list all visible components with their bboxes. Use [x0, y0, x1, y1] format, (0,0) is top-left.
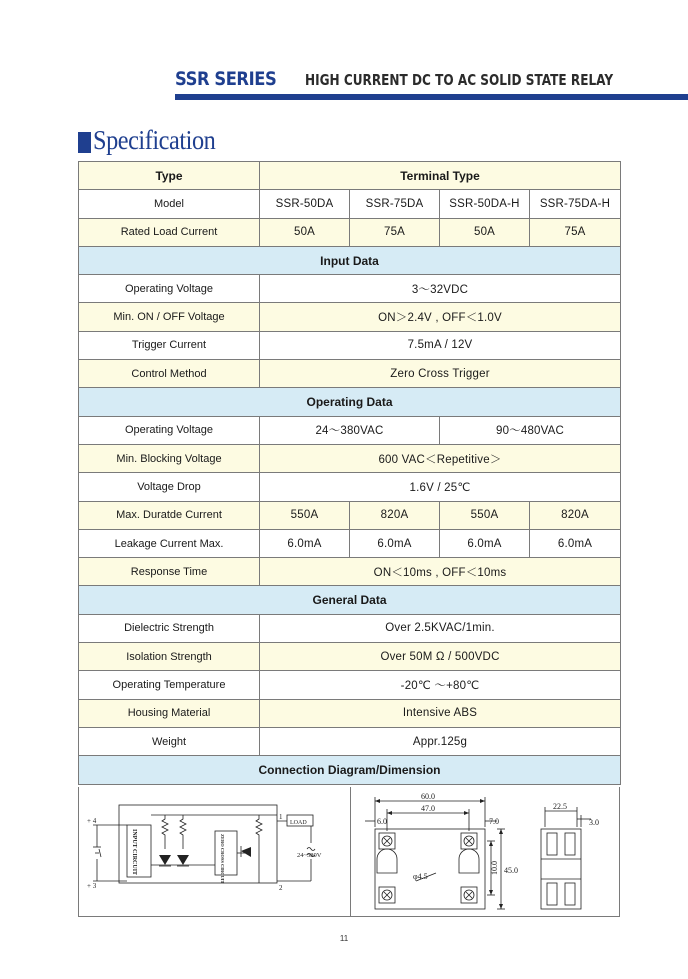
table-row	[79, 614, 621, 642]
dimension-drawing	[351, 787, 621, 917]
value-cell: 6.0mA	[530, 529, 621, 557]
hole-diameter-label: φ4.5	[413, 872, 428, 881]
connection-diagram	[79, 787, 350, 917]
value-cell: 600 VAC＜Repetitive＞	[260, 444, 621, 472]
model-cell: SSR-75DA	[350, 190, 440, 218]
page-header	[175, 68, 614, 94]
row-label: Leakage Current Max.	[79, 529, 260, 557]
table-row	[79, 416, 621, 444]
table-row	[79, 162, 621, 190]
section-title: Specification	[93, 124, 216, 155]
zero-cross-label: ZERO CROSS CIRCUIT	[220, 834, 225, 884]
input-data-header: Input Data	[79, 246, 621, 274]
value-cell: Intensive ABS	[260, 699, 621, 727]
table-row	[79, 699, 621, 727]
row-label: Operating Voltage	[79, 275, 260, 303]
dim-10-label: 10.0	[490, 861, 499, 875]
value-cell: 820A	[530, 501, 621, 529]
value-cell: ON＜10ms , OFF＜10ms	[260, 558, 621, 586]
dim-3-label: 3.0	[589, 818, 599, 827]
table-row	[79, 501, 621, 529]
table-row	[79, 190, 621, 218]
value-cell: -20℃ ～+80℃	[260, 671, 621, 699]
value-cell: 75A	[350, 218, 440, 246]
table-row	[79, 360, 621, 388]
value-cell: 24～380VAC	[260, 416, 440, 444]
pin-1-label: 1	[279, 813, 283, 821]
table-row	[79, 671, 621, 699]
row-label: Housing Material	[79, 699, 260, 727]
series-title: SSR SERIES	[175, 68, 277, 90]
value-cell: 6.0mA	[440, 529, 530, 557]
diagram-row	[78, 787, 620, 917]
load-label: LOAD	[290, 820, 307, 826]
row-label: Operating Temperature	[79, 671, 260, 699]
pin-3-label: + 3	[87, 882, 97, 890]
row-label: Min. ON / OFF Voltage	[79, 303, 260, 331]
row-label: Voltage Drop	[79, 473, 260, 501]
value-cell: 6.0mA	[350, 529, 440, 557]
value-cell: 550A	[260, 501, 350, 529]
table-row	[79, 303, 621, 331]
general-data-header: General Data	[79, 586, 621, 614]
value-cell: Zero Cross Trigger	[260, 360, 621, 388]
value-cell: Over 2.5KVAC/1min.	[260, 614, 621, 642]
value-cell: ON＞2.4V , OFF＜1.0V	[260, 303, 621, 331]
value-cell: 7.5mA / 12V	[260, 331, 621, 359]
dim-60-label: 60.0	[421, 792, 435, 801]
value-cell: 50A	[440, 218, 530, 246]
value-cell: 820A	[350, 501, 440, 529]
table-row	[79, 246, 621, 274]
value-cell: 550A	[440, 501, 530, 529]
input-circuit-label: INPUT CIRCUIT	[131, 829, 137, 876]
row-label: Weight	[79, 727, 260, 755]
page-number: 11	[339, 934, 349, 943]
row-label: Model	[79, 190, 260, 218]
table-row	[79, 558, 621, 586]
terminal-type-header: Terminal Type	[260, 162, 621, 190]
operating-data-header: Operating Data	[79, 388, 621, 416]
model-cell: SSR-75DA-H	[530, 190, 621, 218]
model-cell: SSR-50DA-H	[440, 190, 530, 218]
table-row	[79, 275, 621, 303]
row-label: Dielectric Strength	[79, 614, 260, 642]
pin-2-label: 2	[279, 884, 283, 892]
row-label: Trigger Current	[79, 331, 260, 359]
row-label: Isolation Strength	[79, 643, 260, 671]
value-cell: Appr.125g	[260, 727, 621, 755]
model-cell: SSR-50DA	[260, 190, 350, 218]
dim-6-label: 6.0	[377, 817, 387, 826]
dim-22-5-label: 22.5	[553, 802, 567, 811]
type-header: Type	[79, 162, 260, 190]
table-row	[79, 756, 621, 784]
row-label: Min. Blocking Voltage	[79, 444, 260, 472]
table-row	[79, 388, 621, 416]
value-cell: Over 50M Ω / 500VDC	[260, 643, 621, 671]
value-cell: 6.0mA	[260, 529, 350, 557]
row-label: Max. Duratde Current	[79, 501, 260, 529]
heading-square-icon	[78, 132, 91, 153]
value-cell: 3～32VDC	[260, 275, 621, 303]
dim-47-label: 47.0	[421, 804, 435, 813]
table-row	[79, 444, 621, 472]
table-row	[79, 218, 621, 246]
value-cell: 75A	[530, 218, 621, 246]
table-row	[79, 331, 621, 359]
table-row	[79, 727, 621, 755]
table-row	[79, 529, 621, 557]
value-cell: 50A	[260, 218, 350, 246]
pin-4-label: + 4	[87, 817, 97, 825]
table-row	[79, 586, 621, 614]
section-heading	[78, 124, 229, 156]
table-row	[79, 643, 621, 671]
ac-range-label: 24~380V	[297, 852, 322, 859]
spec-table	[78, 161, 621, 785]
row-label: Operating Voltage	[79, 416, 260, 444]
row-label: Rated Load Current	[79, 218, 260, 246]
connection-diagram-header: Connection Diagram/Dimension	[79, 756, 621, 784]
table-row	[79, 473, 621, 501]
value-cell: 1.6V / 25℃	[260, 473, 621, 501]
dim-7-label: 7.0	[489, 817, 499, 826]
series-description: HIGH CURRENT DC TO AC SOLID STATE RELAY	[305, 71, 614, 89]
row-label: Response Time	[79, 558, 260, 586]
header-rule	[175, 94, 688, 100]
dim-45-label: 45.0	[504, 866, 518, 875]
value-cell: 90～480VAC	[440, 416, 621, 444]
row-label: Control Method	[79, 360, 260, 388]
